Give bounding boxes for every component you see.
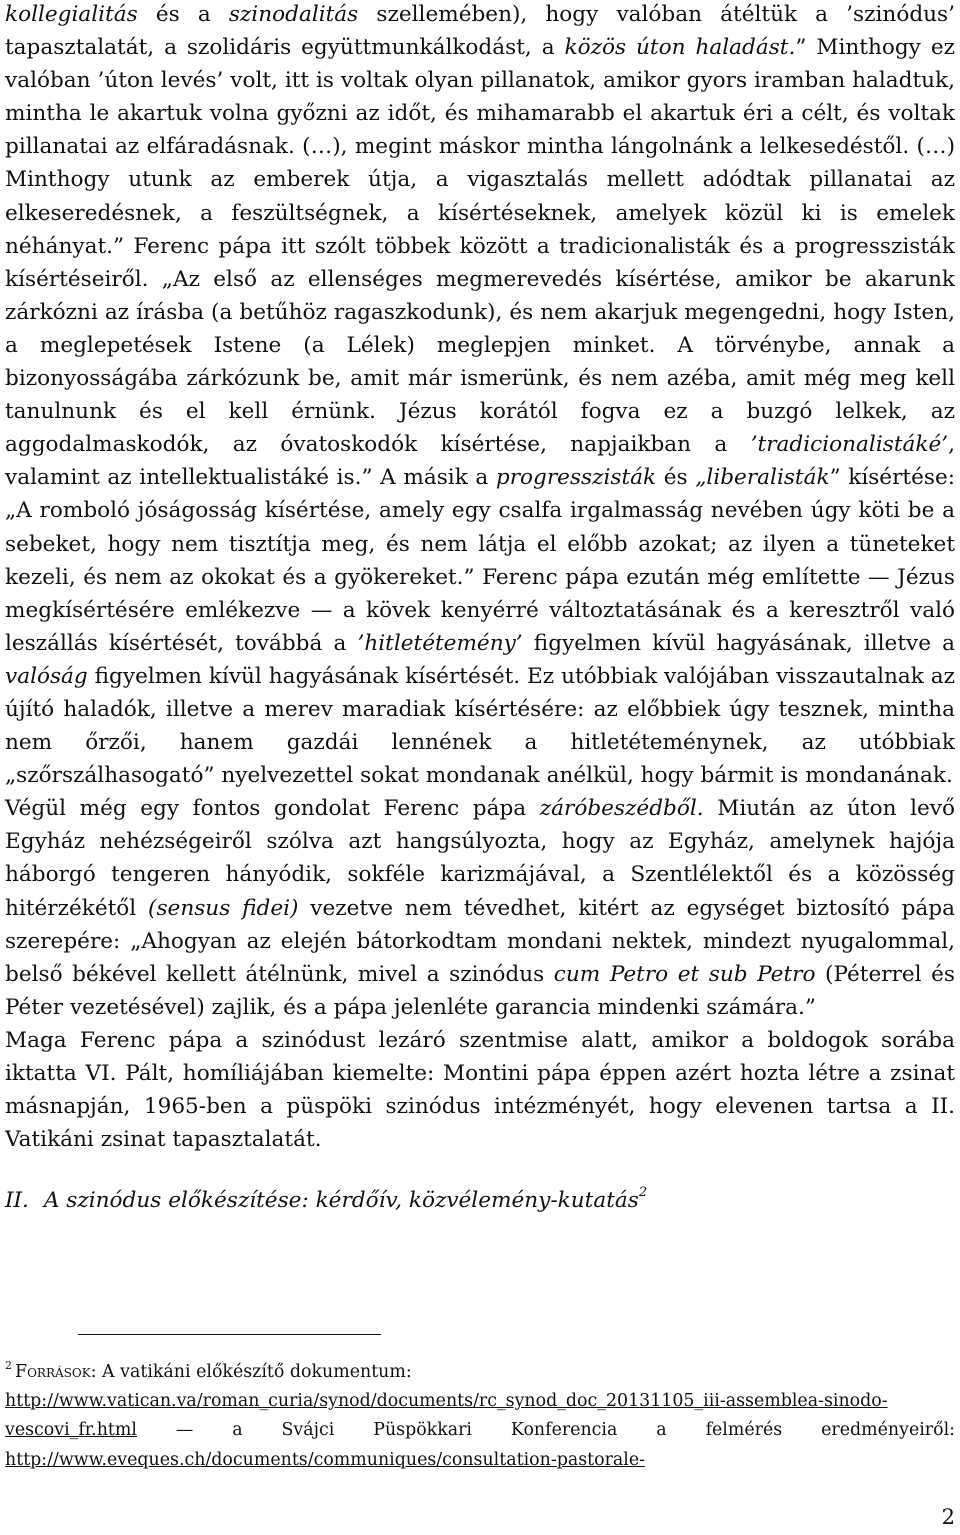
footnote-label: Források: [15, 1361, 91, 1382]
italic-text: kollegialitás: [5, 2, 138, 27]
text-run: ” kísértése: „A romboló jóságosság kísértése, amely egy csalfa irgalmasság nevében úgy köti be a sebeket, hogy nem tisztítja meg, és nem látja el előbb azokat; az ilyen a tüneteket kezeli, és nem az okokat és a gyökereket.” Ferenc pápa ezután még említette — Jézus megkísértésére emlékezve — a kövek kenyérré változtatásának és a keresztről való leszállás kísértését, továbbá a: [5, 465, 955, 656]
body-text: [5, 0, 955, 1156]
footnote: [5, 1352, 955, 1475]
page-number: 2: [941, 1505, 955, 1529]
italic-text: közös úton haladást.: [564, 35, 796, 61]
text-run: figyelmen kívül hagyásának kísértését. Ez utóbbiak valójában visszautalnak az újító haladók, illetve a merev maradiak kísértésére: az előbbiek úgy tesznek, mintha nem őrzői, hanem gazdái lennének a hitletéteménynek, az utóbbiak „szőrszálhasogató” nyelvezettel sokat mondanak anélkül, hogy bármit is mondanának.: [5, 663, 955, 789]
italic-text: ’tradicionalistáké’: [750, 432, 949, 458]
text-run: és a: [137, 2, 229, 27]
document-page: [5, 0, 955, 1218]
text-run: (Péterrel és Péter vezetésével) zajlik, és a pápa jelenléte garancia mindenki számára.”: [5, 961, 955, 1020]
footnote-label-suffix: : A vatikáni előkészítő dokumentum:: [90, 1361, 412, 1382]
footnote-marker: 2: [5, 1359, 12, 1372]
italic-text: „liberalisták: [695, 465, 830, 491]
italic-text: progresszisták: [495, 465, 657, 491]
paragraph: [5, 792, 955, 1024]
paragraph: [5, 0, 955, 792]
section-heading: [5, 1179, 955, 1217]
text-run: Maga Ferenc pápa a szinódust lezáró szentmise alatt, amikor a boldogok sorába iktatta VI. Pált, homíliájában kiemelte: Montini pápa éppen azért hozta létre a zsinat másnapján, 1965-ben a püspöki szinódus intézményét, hogy elevenen tartsa a II. Vatikáni zsinat tapasztalatát.: [5, 1027, 955, 1153]
text-run: , valamint az intellektualistáké is.” A másik a: [5, 432, 955, 491]
text-run: és: [656, 465, 696, 491]
italic-text: záróbeszédből.: [539, 796, 704, 822]
footnote-middle-text: — a Svájci Püspökkari Konferencia a felmérés eredményeiről:: [136, 1420, 955, 1441]
text-run: Miután az úton levő Egyház nehézségeiről szólva azt hangsúlyozta, hogy az Egyház, amelynek hajója háborgó tengeren hányódik, sokféle karizmájával, a Szentlélektől és a közösség hitérzékétől: [5, 796, 955, 921]
footnote-link-eveques[interactable]: http://www.eveques.ch/documents/communiques/consultation-pastorale-: [5, 1449, 645, 1470]
section-heading-number: II.: [5, 1188, 29, 1214]
text-run: figyelmen kívül hagyásának, illetve a: [522, 630, 955, 656]
italic-text: szinodalitás: [228, 2, 359, 27]
footnote-reference[interactable]: 2: [638, 1185, 648, 1201]
italic-text: cum Petro et sub Petro: [553, 961, 816, 987]
italic-text: valóság: [5, 663, 88, 689]
paragraph: [5, 1024, 955, 1156]
section-heading-text: A szinódus előkészítése: kérdőív, közvélemény-kutatás: [43, 1188, 639, 1214]
italic-text: ’hitletétemény’: [357, 630, 523, 656]
text-run: ” Minthogy ez valóban ’úton levés’ volt, itt is voltak olyan pillanatok, amikor gyors iramban haladtuk, mintha le akartuk volna győzni az időt, és mihamarabb el akartuk éri a célt, és voltak pillanatai az elfáradásnak. (…), megint máskor mintha lángolnánk a lelkesedéstől. (…) Minthogy utunk az emberek útja, a vigasztalás mellett adódtak pillanatai az elkeseredésnek, a feszültségnek, a kísértéseknek, amelyek közül ki is emelek néhányat.” Ferenc pápa itt szólt többek között a tradicionalisták és a progresszisták kísértéseiről. „Az első az ellenséges megmerevedés kísértése, amikor be akarunk zárkózni az írásba (a betűhöz ragaszkodunk), és nem akarjuk megengedni, hogy Isten, a meglepetések Istene (a Lélek) meglepjen minket. A törvénybe, annak a bizonyosságába zárkózunk be, amit már ismerünk, és nem azéba, amit még meg kell tanulnunk és el kell érnünk. Jézus korától fogva ez a buzgó lelkek, az aggodalmaskodók, az óvatoskodók kísértése, napjaikban a: [5, 35, 955, 458]
text-run: vezetve nem tévedhet, kitért az egységet biztosító pápa szerepére: „Ahogyan az elején bátorkodtam mondani nektek, mindezt nyugalommal, belső békével kellett átélnünk, mivel a szinódus: [5, 895, 956, 987]
text-run: Végül még egy fontos gondolat Ferenc pápa: [5, 796, 540, 822]
text-run: szellemében), hogy valóban átéltük a ’szinódus’ tapasztalatát, a szolidáris együttmunkálkodást, a: [5, 2, 955, 61]
footnote-link-vatican[interactable]: http://www.vatican.va/roman_curia/synod/documents/rc_synod_doc_20131105_iii-assemblea-sinodo-vescovi_fr.html: [5, 1391, 888, 1441]
italic-text: (sensus fidei): [148, 895, 299, 921]
footnote-separator: [78, 1334, 381, 1335]
